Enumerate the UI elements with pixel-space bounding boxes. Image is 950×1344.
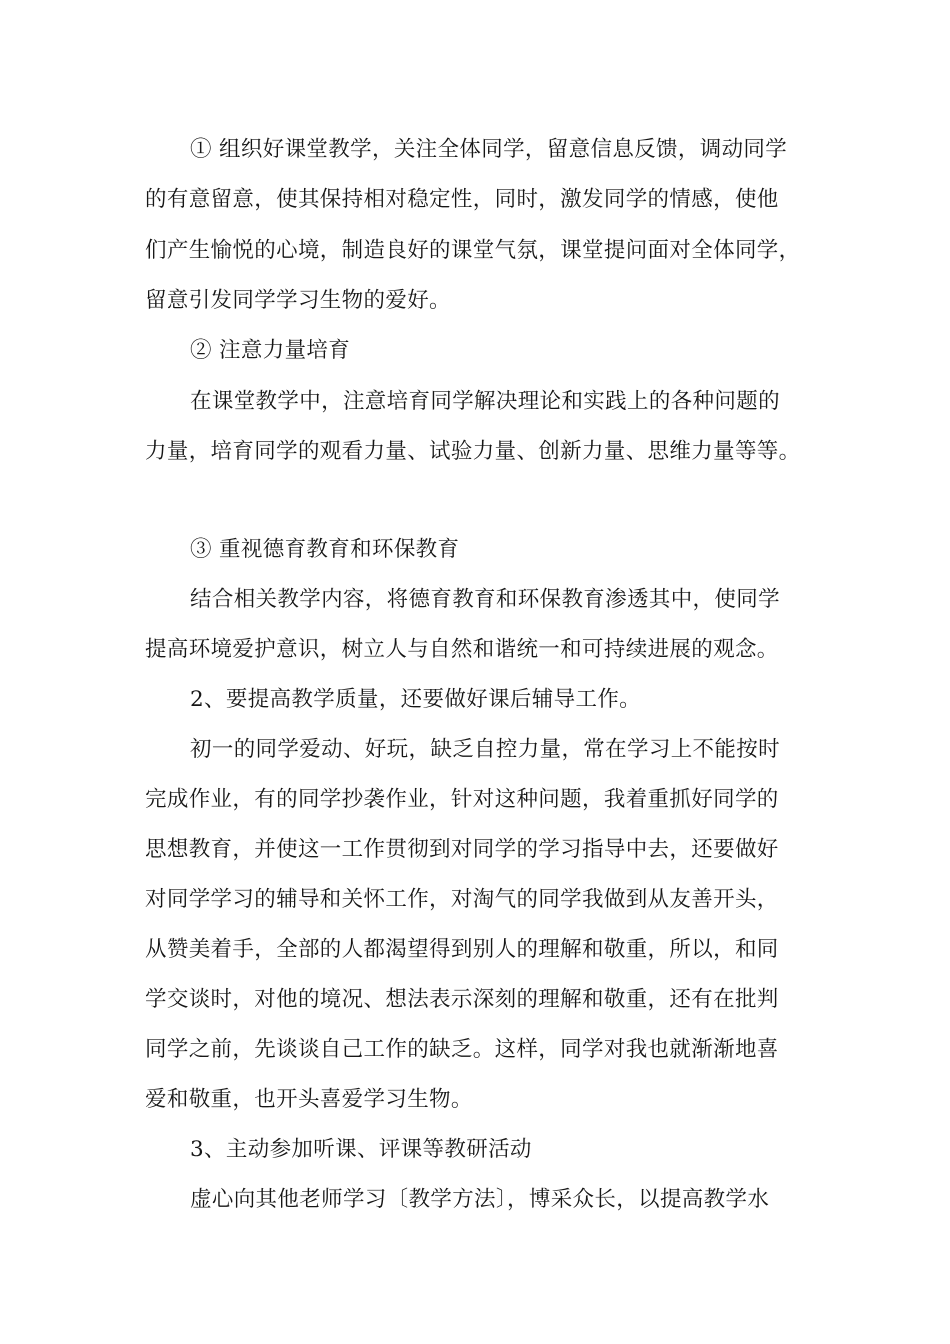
- paragraph-line: 学交谈时，对他的境况、想法表示深刻的理解和敬重，还有在批判: [145, 987, 779, 1012]
- section-heading: ② 注意力量培育: [190, 338, 351, 363]
- paragraph-line: 思想教育，并使这一工作贯彻到对同学的学习指导中去，还要做好: [145, 837, 779, 862]
- paragraph-line: 力量，培育同学的观看力量、试验力量、创新力量、思维力量等等。: [145, 439, 801, 464]
- paragraph-line: 完成作业，有的同学抄袭作业，针对这种问题，我着重抓好同学的: [145, 787, 779, 812]
- paragraph-line: 提高环境爱护意识，树立人与自然和谐统一和可持续进展的观念。: [145, 637, 779, 662]
- paragraph-line: 的有意留意，使其保持相对稳定性，同时，激发同学的情感，使他: [145, 187, 779, 212]
- paragraph-line: 虚心向其他老师学习〔教学方法〕，博采众长，以提高教学水: [190, 1187, 770, 1212]
- section-heading: ③ 重视德育教育和环保教育: [190, 537, 460, 562]
- paragraph-line: 初一的同学爱动、好玩，缺乏自控力量，常在学习上不能按时: [190, 737, 780, 762]
- paragraph-line: 对同学学习的辅导和关怀工作，对淘气的同学我做到从友善开头，: [145, 887, 779, 912]
- paragraph-line: 从赞美着手，全部的人都渴望得到别人的理解和敬重，所以，和同: [145, 937, 779, 962]
- paragraph-line: 留意引发同学学习生物的爱好。: [145, 288, 451, 313]
- paragraph-line: 们产生愉悦的心境，制造良好的课堂气氛，课堂提问面对全体同学，: [145, 238, 801, 263]
- paragraph-line: 在课堂教学中，注意培育同学解决理论和实践上的各种问题的: [190, 389, 780, 414]
- paragraph-line: 结合相关教学内容，将德育教育和环保教育渗透其中，使同学: [190, 587, 780, 612]
- paragraph-line: ① 组织好课堂教学，关注全体同学，留意信息反馈，调动同学: [190, 137, 788, 162]
- paragraph-line: 爱和敬重，也开头喜爱学习生物。: [145, 1087, 473, 1112]
- section-heading: 3、主动参加听课、评课等教研活动: [190, 1137, 532, 1162]
- section-heading: 2、要提高教学质量，还要做好课后辅导工作。: [190, 687, 642, 712]
- paragraph-line: 同学之前，先谈谈自己工作的缺乏。这样，同学对我也就渐渐地喜: [145, 1037, 779, 1062]
